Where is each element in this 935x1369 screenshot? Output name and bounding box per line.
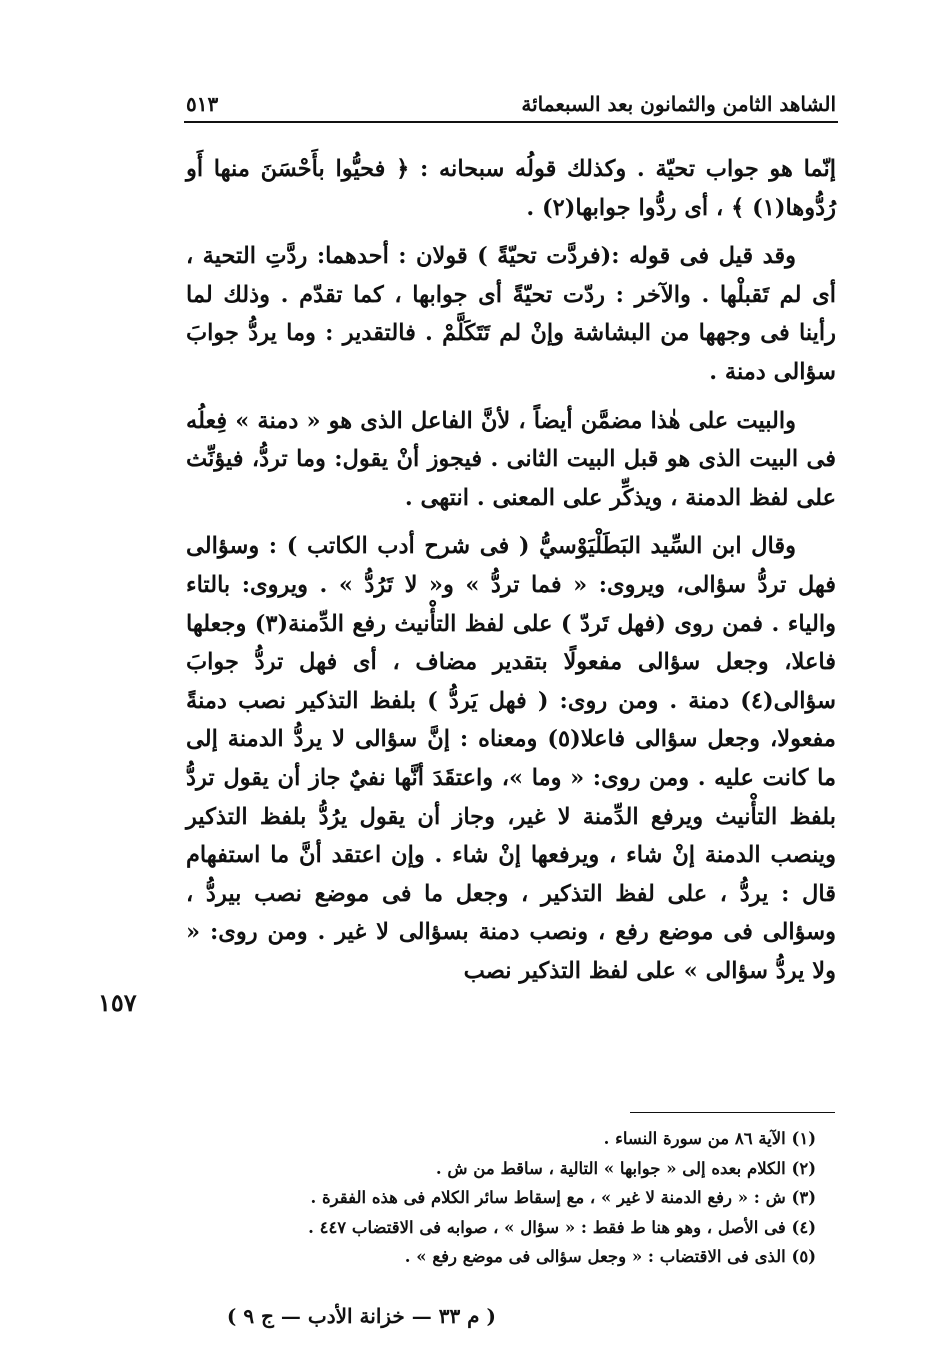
running-head [186, 80, 836, 116]
footnote-5: (٥) الذى فى الاقتضاب : « وجعل سؤالى فى موضع رفع » . [404, 1247, 816, 1266]
footnotes [186, 1124, 816, 1272]
running-head-title: الشاهد الثامن والثمانون بعد السبعمائة [521, 92, 836, 116]
margin-number: ١٥٧ [98, 988, 137, 1017]
paragraph: والبيت على هٰذا مضمَّن أيضاً ، لأنَّ الفاعل الذى هو « دمنة » فِعلُه فى البيت الذى هو قبل البيت الثانى . فيجوز أنْ يقول: وما تردُّ، فيؤنِّث على لفظ الدمنة ، ويذكِّر على المعنى . انتهى . [186, 407, 836, 511]
signature-mark: ( م ٣٣ — خزانة الأدب — ج ٩ ) [226, 1304, 496, 1328]
main-text [186, 150, 836, 1000]
footnote-3: (٣) ش : « رفع الدمنة لا غير » ، مع إسقاط سائر الكلام فى هذه الفقرة . [310, 1188, 816, 1207]
footnote-2: (٢) الكلام بعده إلى « جوابها » التالية ، ساقط من ش . [435, 1158, 816, 1178]
paragraph: وقد قيل فى قوله :(فردَّت تحيّةً ) قولان : أحدهما: ردَّتِ التحية ، أى لم تَقبلْها . والآخر : ردّت تحيّةً أى جوابها ، كما تقدّم . وذلك لما رأينا فى وجهها من البشاشة وإنْ لم تَتَكَلَّمْ . فالتقدير : وما يردُّ جوابَ سؤالى دمنة . [186, 243, 836, 385]
paragraph: وقال ابن السِّيد البَطَلْيَوْسيُّ ( فى شرح أدب الكاتب ) : وسؤالى فهل تردُّ سؤالى، ويروى: « فما تردُّ » و« لا تَرُدُّ » . ويروى: بالتاء والياء . فمن روى (فهل تَردّ ) على لفظ التأْنيث رفع الدِّمنة(٣) وجعلها فاعلا، وجعل سؤالى مفعولًا بتقدير مضاف ، أى فهل تردُّ جوابَ سؤالى(٤) دمنة . ومن روى: ( فهل يَردُّ ) بلفظ التذكير نصب دمنةً مفعولا، وجعل سؤالى فاعلا(٥) ومعناه : إنَّ سؤالى لا يردُّ الدمنة إلى ما كانت عليه . ومن روى: « وما »، واعتقَدَ أنَّها نفيٌ جاز أن يقول تردُّ بلفظ التأْنيث ويرفع الدِّمنة لا غير، وجاز أن يقول يرُدُّ بلفظ التذكير وينصب الدمنة إنْ شاء ، ويرفعها إنْ شاء . وإن اعتقد أنَّ ما استفهام قال : يردُّ ، على لفظ التذكير ، وجعل ما فى موضع نصب بيردُّ ، وسؤالى فى موضع رفع ، ونصب دمنة بسؤالى لا غير . ومن روى: « ولا يردُّ سؤالى » على لفظ التذكير نصب [186, 533, 836, 984]
paragraph: إنّما هو جواب تحيّة . وكذلك قولُه سبحانه : ﴿ فحيُّوا بأَحْسَنَ منها أَو رُدُّوها(١) ﴾ ، أى ردُّوا جوابها(٢) . [186, 156, 836, 221]
footnote-rule [630, 1112, 835, 1113]
footnote-4: (٤) فى الأصل ، وهو هنا ط فقط : « سؤال » ، صوابه فى الاقتضاب ٤٤٧ . [308, 1217, 816, 1237]
header-rule [184, 121, 838, 123]
footnote-1: (١) الآية ٨٦ من سورة النساء . [603, 1129, 816, 1148]
page-number: ٥١٣ [186, 92, 219, 116]
